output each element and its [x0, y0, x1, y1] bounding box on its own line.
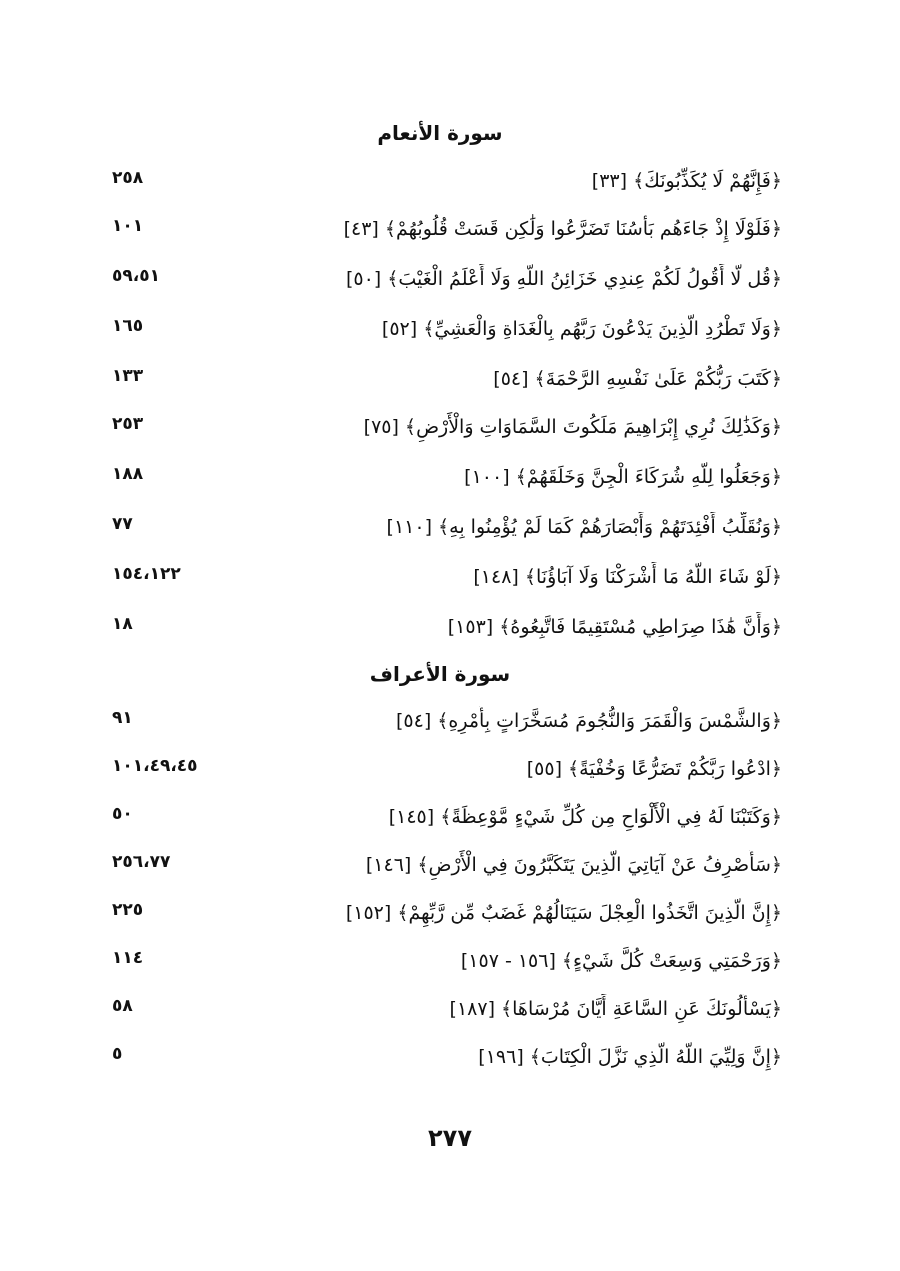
- verse-text: ﴿فَلَوْلَا إِذْ جَاءَهُم بَأْسُنَا تَضَرَّعُوا وَلَٰكِن قَسَتْ قُلُوبُهُمْ﴾ [٤٣]: [343, 218, 782, 240]
- verse-text: ﴿كَتَبَ رَبُّكُمْ عَلَىٰ نَفْسِهِ الرَّحْمَةَ﴾ [٥٤]: [493, 368, 782, 390]
- index-entry: [0, 898, 900, 932]
- verse-text: ﴿سَأَصْرِفُ عَنْ آيَاتِيَ الَّذِينَ يَتَكَبَّرُونَ فِي الْأَرْضِ﴾ [١٤٦]: [365, 854, 782, 876]
- surah-title-araf: سورة الأعراف: [369, 662, 511, 686]
- index-entry: [0, 946, 900, 980]
- page-reference: ٥٠: [112, 804, 133, 824]
- verse-text: ﴿وَكَتَبْنَا لَهُ فِي الْأَلْوَاحِ مِن كُلِّ شَيْءٍ مَّوْعِظَةً﴾ [١٤٥]: [388, 806, 782, 828]
- page-reference: ١٠١: [112, 216, 144, 236]
- index-entry: [0, 994, 900, 1028]
- page-reference: ٥٩،٥١: [112, 266, 160, 286]
- page-reference: ٧٧: [112, 514, 133, 534]
- index-entry: [0, 706, 900, 740]
- page-reference: ١٠١،٤٩،٤٥: [112, 756, 198, 776]
- verse-text: ﴿قُل لَّا أَقُولُ لَكُمْ عِندِي خَزَائِنُ اللَّهِ وَلَا أَعْلَمُ الْغَيْبَ﴾ [٥٠]: [345, 268, 782, 290]
- index-entry: [0, 754, 900, 788]
- index-entry: [0, 166, 900, 200]
- index-entry: [0, 314, 900, 348]
- page-reference: ٢٥٣: [112, 414, 144, 434]
- index-entry: [0, 612, 900, 646]
- page-reference: ١١٤: [112, 948, 144, 968]
- index-entry: [0, 214, 900, 248]
- page-reference: ٥: [112, 1044, 123, 1064]
- index-entry: [0, 412, 900, 446]
- verse-text: ﴿لَوْ شَاءَ اللَّهُ مَا أَشْرَكْنَا وَلَا آبَاؤُنَا﴾ [١٤٨]: [473, 566, 782, 588]
- verse-text: ﴿وَنُقَلِّبُ أَفْئِدَتَهُمْ وَأَبْصَارَهُمْ كَمَا لَمْ يُؤْمِنُوا بِهِ﴾ [١١٠]: [386, 516, 782, 538]
- verse-text: ﴿وَجَعَلُوا لِلَّهِ شُرَكَاءَ الْجِنَّ وَخَلَقَهُمْ﴾ [١٠٠]: [464, 466, 782, 488]
- page-reference: ١٨٨: [112, 464, 144, 484]
- surah-title-anam: سورة الأنعام: [377, 121, 503, 145]
- page-reference: ١٥٤،١٢٢: [112, 564, 181, 584]
- index-entry: [0, 850, 900, 884]
- index-entry: [0, 802, 900, 836]
- page-reference: ٢٥٦،٧٧: [112, 852, 171, 872]
- index-entry: [0, 264, 900, 298]
- verse-text: ﴿ادْعُوا رَبَّكُمْ تَضَرُّعًا وَخُفْيَةً﴾ [٥٥]: [526, 758, 782, 780]
- page-reference: ١٦٥: [112, 316, 144, 336]
- page-reference: ٩١: [112, 708, 133, 728]
- verse-text: ﴿إِنَّ وَلِيِّيَ اللَّهُ الَّذِي نَزَّلَ الْكِتَابَ﴾ [١٩٦]: [478, 1046, 782, 1068]
- verse-text: ﴿إِنَّ الَّذِينَ اتَّخَذُوا الْعِجْلَ سَيَنَالُهُمْ غَضَبٌ مِّن رَّبِّهِمْ﴾ [١٥٢]: [345, 902, 782, 924]
- verse-text: ﴿فَإِنَّهُمْ لَا يُكَذِّبُونَكَ﴾ [٣٣]: [591, 170, 782, 192]
- verse-text: ﴿يَسْأَلُونَكَ عَنِ السَّاعَةِ أَيَّانَ مُرْسَاهَا﴾ [١٨٧]: [449, 998, 782, 1020]
- verse-text: ﴿وَكَذَٰلِكَ نُرِي إِبْرَاهِيمَ مَلَكُوتَ السَّمَاوَاتِ وَالْأَرْضِ﴾ [٧٥]: [363, 416, 782, 438]
- verse-text: ﴿وَرَحْمَتِي وَسِعَتْ كُلَّ شَيْءٍ﴾ [١٥٦ - ١٥٧]: [460, 950, 782, 972]
- index-entry: [0, 562, 900, 596]
- verse-text: ﴿وَأَنَّ هَٰذَا صِرَاطِي مُسْتَقِيمًا فَاتَّبِعُوهُ﴾ [١٥٣]: [447, 616, 782, 638]
- index-entry: [0, 462, 900, 496]
- verse-text: ﴿وَالشَّمْسَ وَالْقَمَرَ وَالنُّجُومَ مُسَخَّرَاتٍ بِأَمْرِهِ﴾ [٥٤]: [396, 710, 782, 732]
- verse-text: ﴿وَلَا تَطْرُدِ الَّذِينَ يَدْعُونَ رَبَّهُم بِالْغَدَاةِ وَالْعَشِيِّ﴾ [٥٢]: [381, 318, 782, 340]
- page-reference: ١٨: [112, 614, 133, 634]
- page-number: ٢٧٧: [428, 1124, 472, 1152]
- index-entry: [0, 364, 900, 398]
- page-reference: ١٣٣: [112, 366, 144, 386]
- page-reference: ٥٨: [112, 996, 133, 1016]
- index-entry: [0, 1042, 900, 1076]
- index-entry: [0, 512, 900, 546]
- page-reference: ٢٢٥: [112, 900, 144, 920]
- page-reference: ٢٥٨: [112, 168, 144, 188]
